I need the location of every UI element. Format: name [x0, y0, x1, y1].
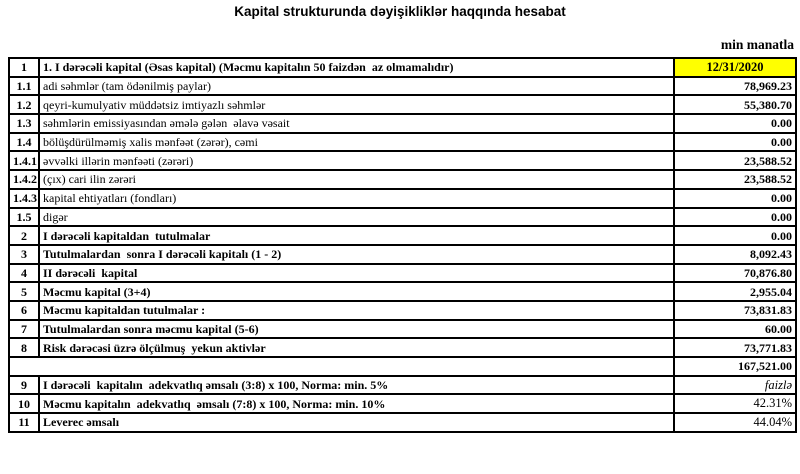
row-label-cell: Məcmu kapital (3+4): [39, 282, 674, 301]
row-label-cell: bölüşdürülməmiş xalis mənfəət (zərər), cəmi: [39, 133, 674, 152]
row-label-cell: digər: [39, 208, 674, 227]
row-value-cell: 0.00: [674, 208, 796, 227]
row-number-cell: 9: [9, 376, 39, 395]
table-row: [9, 282, 796, 301]
row-number-cell: 1: [9, 58, 39, 77]
report-table: [8, 57, 797, 433]
row-label-cell: qeyri-kumulyativ müddətsiz imtiyazlı səhmlər: [39, 95, 674, 114]
row-value-cell: 0.00: [674, 226, 796, 245]
row-value-cell: 12/31/2020: [674, 58, 796, 77]
table-row: [9, 58, 796, 77]
row-number-cell: 1.5: [9, 208, 39, 227]
row-merged-cell: [9, 357, 674, 376]
row-label-cell: I dərəcəli kapitalın adekvatlıq əmsalı (3:8) x 100, Norma: min. 5%: [39, 376, 674, 395]
row-value-cell: 55,380.70: [674, 95, 796, 114]
row-value-cell: 23,588.52: [674, 151, 796, 170]
row-label-cell: I dərəcəli kapitaldan tutulmalar: [39, 226, 674, 245]
row-value-cell: 70,876.80: [674, 264, 796, 283]
table-row: [9, 151, 796, 170]
row-number-cell: 6: [9, 301, 39, 320]
table-row: [9, 95, 796, 114]
row-number-cell: 7: [9, 320, 39, 339]
row-label-cell: Məcmu kapitaldan tutulmalar :: [39, 301, 674, 320]
row-number-cell: 1.4.3: [9, 189, 39, 208]
row-value-cell: 0.00: [674, 133, 796, 152]
row-label-cell: kapital ehtiyatları (fondları): [39, 189, 674, 208]
row-number-cell: 4: [9, 264, 39, 283]
row-value-cell: 73,831.83: [674, 301, 796, 320]
table-row: [9, 338, 796, 357]
row-label-cell: Tutulmalardan sonra I dərəcəli kapitalı (1 - 2): [39, 245, 674, 264]
table-row: [9, 114, 796, 133]
row-value-cell: 0.00: [674, 114, 796, 133]
row-number-cell: 1.2: [9, 95, 39, 114]
row-number-cell: 1.4: [9, 133, 39, 152]
row-label-cell: 1. I dərəcəli kapital (Əsas kapital) (Məcmu kapitalın 50 faizdən az olmamalıdır): [39, 58, 674, 77]
unit-label: min manatla: [720, 37, 794, 52]
row-label-cell: II dərəcəli kapital: [39, 264, 674, 283]
table-row: [9, 208, 796, 227]
row-label-cell: adi səhmlər (tam ödənilmiş paylar): [39, 77, 674, 96]
row-value-cell: 167,521.00: [674, 357, 796, 376]
row-number-cell: 1.1: [9, 77, 39, 96]
row-number-cell: 2: [9, 226, 39, 245]
table-row: [9, 413, 796, 432]
row-value-cell: 0.00: [674, 189, 796, 208]
row-label-cell: Tutulmalardan sonra məcmu kapital (5-6): [39, 320, 674, 339]
table-row: [9, 320, 796, 339]
row-label-cell: Risk dərəcəsi üzrə ölçülmuş yekun aktivlər: [39, 338, 674, 357]
row-number-cell: 5: [9, 282, 39, 301]
table-row: [9, 264, 796, 283]
row-number-cell: 3: [9, 245, 39, 264]
row-number-cell: 1.3: [9, 114, 39, 133]
row-number-cell: 10: [9, 394, 39, 413]
table-row: [9, 133, 796, 152]
table-row: [9, 376, 796, 395]
row-label-cell: (çıx) cari ilin zərəri: [39, 170, 674, 189]
table-row: [9, 226, 796, 245]
row-label-cell: əvvəlki illərin mənfəəti (zərəri): [39, 151, 674, 170]
table-row: [9, 301, 796, 320]
table-row: [9, 77, 796, 96]
page-title: Kapital strukturunda dəyişikliklər haqqında hesabat: [234, 4, 566, 19]
table-row: [9, 394, 796, 413]
row-label-cell: Leverec əmsalı: [39, 413, 674, 432]
row-value-cell: 44.04%: [674, 413, 796, 432]
report-table-body: [9, 58, 796, 432]
row-label-cell: səhmlərin emissiyasından əmələ gələn əlavə vəsait: [39, 114, 674, 133]
row-number-cell: 8: [9, 338, 39, 357]
row-value-cell: 60.00: [674, 320, 796, 339]
row-value-cell: 23,588.52: [674, 170, 796, 189]
row-label-cell: Məcmu kapitalın adekvatlıq əmsalı (7:8) x 100, Norma: min. 10%: [39, 394, 674, 413]
table-row: [9, 357, 796, 376]
row-value-cell: 73,771.83: [674, 338, 796, 357]
row-number-cell: 1.4.1: [9, 151, 39, 170]
table-row: [9, 245, 796, 264]
row-value-cell: 42.31%: [674, 394, 796, 413]
row-number-cell: 11: [9, 413, 39, 432]
row-value-cell: 8,092.43: [674, 245, 796, 264]
table-row: [9, 170, 796, 189]
table-row: [9, 189, 796, 208]
row-number-cell: 1.4.2: [9, 170, 39, 189]
row-value-cell: 2,955.04: [674, 282, 796, 301]
row-value-cell: 78,969.23: [674, 77, 796, 96]
row-value-cell: faizlə: [674, 376, 796, 395]
